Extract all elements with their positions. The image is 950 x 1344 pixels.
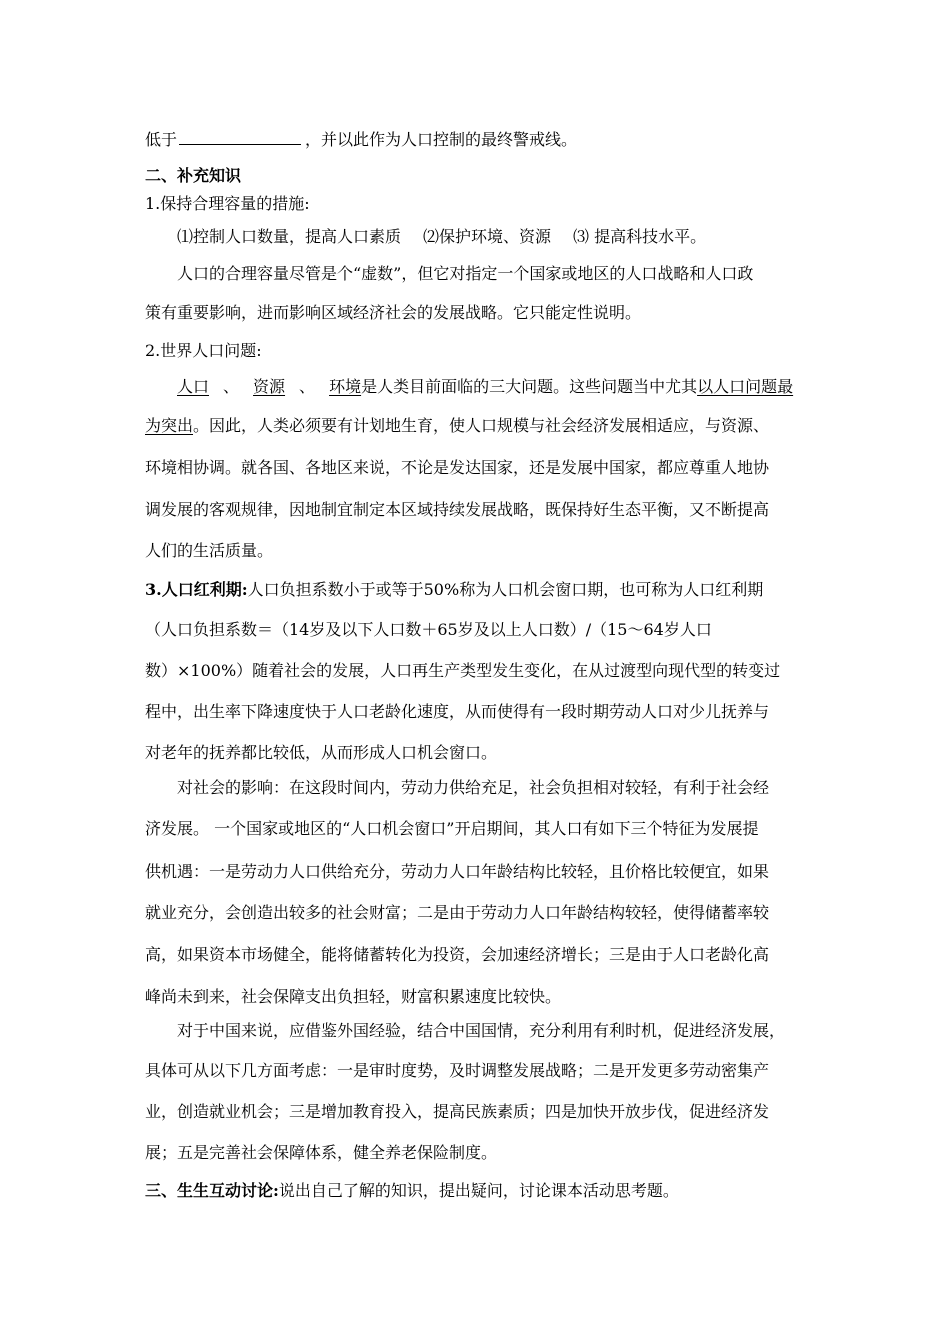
line-warning: [145, 127, 577, 150]
para5-line-3: 业，创造就业机会；三是增加教育投入，提高民族素质；四是加快开放步伐，促进经济发: [145, 1102, 770, 1121]
line-warning-pre: 低于: [145, 130, 178, 149]
problem-resources: 资源: [253, 377, 286, 396]
section-3-title: 三、生生互动讨论:: [145, 1181, 279, 1200]
para3-line-1: （人口负担系数＝（14岁及以下人口数＋65岁及以上人口数）/（15～64岁人口: [145, 620, 712, 639]
para4-line-5: 高，如果资本市场健全，能将储蓄转化为投资，会加速经济增长；三是由于人口老龄化高: [145, 945, 770, 964]
separator: 、: [223, 377, 240, 396]
para3-line-2: 数）×100%）随着社会的发展，人口再生产类型发生变化，在从过渡型向现代型的转变过: [145, 661, 781, 680]
problems-line-2: [145, 413, 769, 436]
measure-2: ⑵保护环境、资源: [423, 227, 552, 246]
item-1-title: 1.保持合理容量的措施:: [145, 194, 310, 213]
item-3-text: 人口负担系数小于或等于50%称为人口机会窗口期，也可称为人口红利期: [247, 580, 764, 599]
section-3-text: 说出自己了解的知识，提出疑问，讨论课本活动思考题。: [278, 1181, 679, 1200]
section-3-line: [145, 1178, 679, 1201]
para4-line-3: 供机遇：一是劳动力人口供给充分，劳动力人口年龄结构比较轻，且价格比较便宜，如果: [145, 862, 770, 881]
problems-mid: 是人类目前面临的三大问题。这些问题当中尤其: [361, 377, 698, 396]
para2-line-2: 调发展的客观规律，因地制宜制定本区域持续发展战略，既保持好生态平衡，又不断提高: [145, 500, 770, 519]
para3-line-3: 程中，出生率下降速度快于人口老龄化速度，从而使得有一段时期劳动人口对少儿抚养与: [145, 702, 770, 721]
para4-line-2: 济发展。 一个国家或地区的“人口机会窗口”开启期间，其人口有如下三个特征为发展提: [145, 819, 759, 838]
problem-population: 人口: [177, 377, 210, 396]
para4-line-4: 就业充分，会创造出较多的社会财富；二是由于劳动力人口年龄结构较轻，使得储蓄率较: [145, 903, 770, 922]
separator: 、: [299, 377, 316, 396]
measures-line: [177, 224, 706, 247]
para1-line-1: 人口的合理容量尽管是个“虚数”，但它对指定一个国家或地区的人口战略和人口政: [177, 264, 754, 283]
highlight-2: 为突出: [145, 416, 194, 435]
item-3-line: [145, 577, 763, 600]
para1-line-2: 策有重要影响，进而影响区域经济社会的发展战略。它只能定性说明。: [145, 303, 642, 322]
para4-line-6: 峰尚未到来，社会保障支出负担轻，财富积累速度比较快。: [145, 987, 562, 1006]
para2-line-1: 环境相协调。就各国、各地区来说，不论是发达国家，还是发展中国家，都应尊重人地协: [145, 458, 770, 477]
item-3-title: 3.人口红利期:: [145, 580, 248, 599]
item-2-title: 2.世界人口问题:: [145, 341, 262, 360]
problems-rest: 。因此，人类必须要有计划地生育，使人口规模与社会经济发展相适应，与资源、: [193, 416, 770, 435]
para5-line-1: 对于中国来说，应借鉴外国经验，结合中国国情，充分利用有利时机，促进经济发展，: [177, 1021, 786, 1040]
highlight-1: 以人口问题最: [697, 377, 794, 396]
fill-blank[interactable]: [179, 130, 301, 145]
line-warning-post: ，并以此作为人口控制的最终警戒线。: [305, 130, 578, 149]
section-2-title: 二、补充知识: [145, 166, 242, 185]
para4-line-1: 对社会的影响：在这段时间内，劳动力供给充足，社会负担相对较轻，有利于社会经: [177, 778, 770, 797]
para2-line-3: 人们的生活质量。: [145, 541, 274, 560]
para5-line-2: 具体可从以下几方面考虑：一是审时度势，及时调整发展战略；二是开发更多劳动密集产: [145, 1061, 770, 1080]
problem-environment: 环境: [329, 377, 362, 396]
problems-line: [177, 374, 793, 397]
para3-line-4: 对老年的抚养都比较低，从而形成人口机会窗口。: [145, 743, 498, 762]
measure-1: ⑴控制人口数量，提高人口素质: [177, 227, 402, 246]
para5-line-4: 展；五是完善社会保障体系，健全养老保险制度。: [145, 1143, 498, 1162]
measure-3: ⑶ 提高科技水平。: [573, 227, 707, 246]
